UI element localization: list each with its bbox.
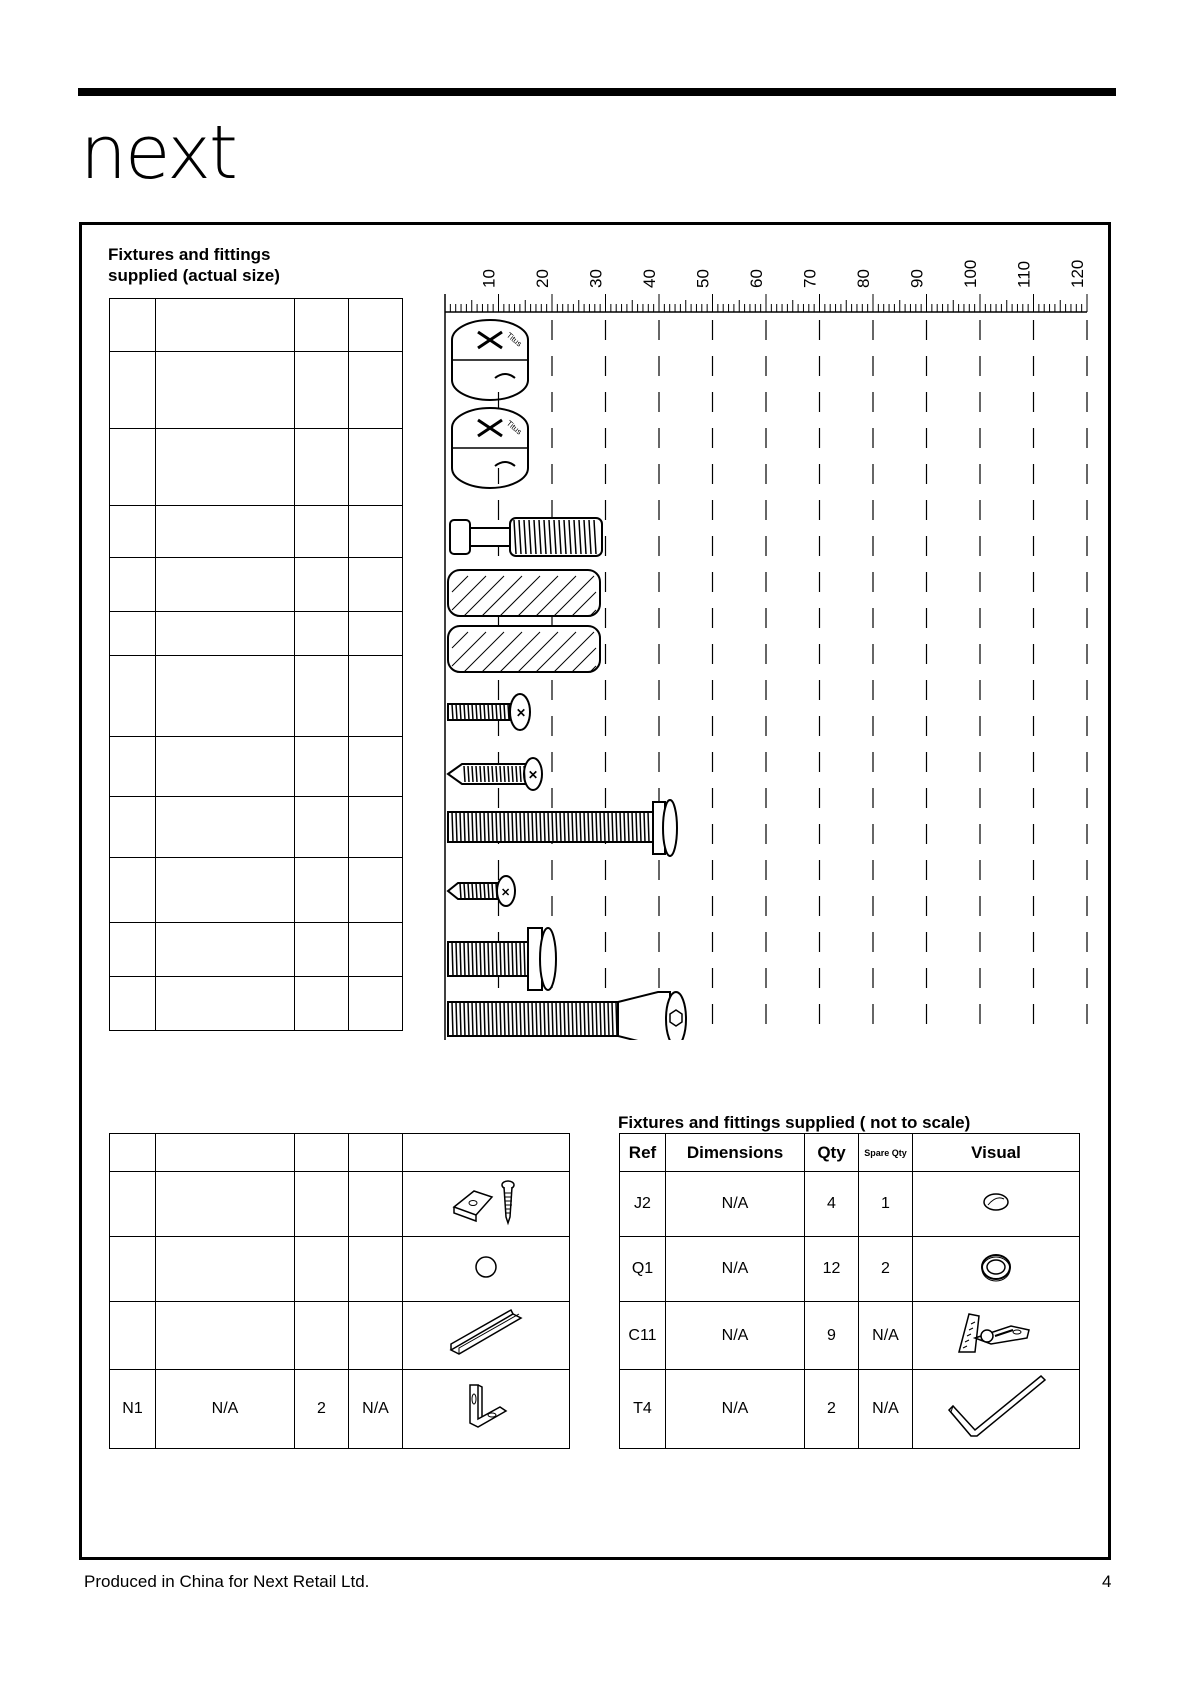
not-to-scale-heading: Fixtures and fittings supplied ( not to scale) bbox=[618, 1113, 971, 1132]
wooden-dowel-icon bbox=[448, 626, 600, 672]
table-cell bbox=[110, 558, 156, 612]
round-cap-icon bbox=[466, 1247, 506, 1287]
oval-cap-icon bbox=[976, 1187, 1016, 1217]
ruler-label: 20 bbox=[533, 269, 552, 288]
table-cell bbox=[295, 352, 349, 429]
table-cell bbox=[349, 858, 403, 923]
qty-cell: 4 bbox=[805, 1172, 859, 1237]
dimensions-cell bbox=[156, 1237, 295, 1302]
brand-logo: next bbox=[80, 110, 236, 196]
qty-header: Qty bbox=[805, 1134, 859, 1172]
table-row bbox=[110, 656, 403, 737]
table-cell bbox=[349, 299, 403, 352]
table-cell bbox=[295, 923, 349, 977]
table-row bbox=[110, 1302, 570, 1370]
visual-cell bbox=[913, 1302, 1080, 1370]
visual-cell bbox=[403, 1172, 570, 1237]
svg-text:✕: ✕ bbox=[528, 768, 539, 782]
table-cell bbox=[110, 737, 156, 797]
hex-head-bolt-icon bbox=[448, 992, 686, 1040]
table-cell bbox=[156, 656, 295, 737]
ref-cell: T4 bbox=[620, 1370, 666, 1449]
table-row bbox=[110, 429, 403, 506]
table-cell bbox=[295, 858, 349, 923]
spare-cell: 2 bbox=[859, 1237, 913, 1302]
ruler-label: 120 bbox=[1068, 259, 1087, 288]
dimensions-cell bbox=[156, 1302, 295, 1370]
table-header-row bbox=[110, 1134, 570, 1172]
table-row bbox=[110, 1370, 570, 1449]
table-cell bbox=[156, 797, 295, 858]
table-row bbox=[620, 1370, 1080, 1449]
table-cell bbox=[295, 977, 349, 1031]
washer-ring-icon bbox=[976, 1249, 1016, 1285]
table-cell bbox=[156, 506, 295, 558]
table-cell bbox=[110, 506, 156, 558]
table-cell bbox=[156, 737, 295, 797]
table-row bbox=[110, 797, 403, 858]
table-cell bbox=[349, 656, 403, 737]
table-cell bbox=[110, 656, 156, 737]
table-header-row bbox=[110, 299, 403, 352]
table-cell bbox=[110, 612, 156, 656]
table-cell bbox=[110, 429, 156, 506]
table-row bbox=[110, 737, 403, 797]
table-cell bbox=[349, 737, 403, 797]
qty-cell: 12 bbox=[805, 1237, 859, 1302]
table-cell bbox=[156, 923, 295, 977]
visual-cell bbox=[913, 1370, 1080, 1449]
table-cell bbox=[110, 977, 156, 1031]
dimensions-cell: N/A bbox=[156, 1370, 295, 1449]
long-connector-bolt-icon bbox=[448, 800, 677, 856]
spare-cell bbox=[349, 1172, 403, 1237]
ruler-label: 110 bbox=[1014, 260, 1034, 288]
svg-text:✕: ✕ bbox=[501, 887, 511, 899]
ruler-label: 80 bbox=[854, 269, 873, 288]
table-header-row bbox=[620, 1134, 1080, 1172]
ruler-label: 90 bbox=[907, 269, 927, 288]
table-cell bbox=[349, 352, 403, 429]
actual-size-heading-line1: Fixtures and fittings bbox=[108, 245, 271, 264]
table-row bbox=[620, 1172, 1080, 1237]
fittings-drawings bbox=[448, 320, 686, 1040]
table-cell bbox=[349, 977, 403, 1031]
spare-cell: 1 bbox=[859, 1172, 913, 1237]
not-to-scale-table bbox=[619, 1133, 1080, 1449]
ruler-label: 60 bbox=[747, 269, 766, 288]
table-row bbox=[110, 858, 403, 923]
table-cell bbox=[295, 558, 349, 612]
visual-cell bbox=[403, 1237, 570, 1302]
table-row bbox=[110, 612, 403, 656]
table-cell bbox=[349, 558, 403, 612]
table-cell bbox=[403, 1134, 570, 1172]
svg-text:✕: ✕ bbox=[516, 706, 527, 720]
table-row bbox=[110, 558, 403, 612]
table-row bbox=[110, 352, 403, 429]
small-screw-icon bbox=[448, 876, 515, 906]
table-cell bbox=[156, 1134, 295, 1172]
table-cell bbox=[349, 429, 403, 506]
table-cell bbox=[110, 858, 156, 923]
table-cell bbox=[295, 656, 349, 737]
ruler-label: 70 bbox=[800, 269, 820, 288]
visual-cell bbox=[403, 1370, 570, 1449]
spare-cell bbox=[349, 1237, 403, 1302]
ref-cell: J2 bbox=[620, 1172, 666, 1237]
hinge-icon bbox=[951, 1308, 1041, 1358]
page-number: 4 bbox=[1102, 1572, 1112, 1591]
visual-cell bbox=[913, 1237, 1080, 1302]
table-row bbox=[620, 1302, 1080, 1370]
table-cell bbox=[295, 737, 349, 797]
table-cell bbox=[295, 299, 349, 352]
dimensions-cell: N/A bbox=[666, 1172, 805, 1237]
table-cell bbox=[156, 299, 295, 352]
table-cell bbox=[295, 797, 349, 858]
table-row bbox=[110, 977, 403, 1031]
table-cell bbox=[349, 506, 403, 558]
short-screw-icon bbox=[448, 694, 530, 730]
actual-size-table bbox=[109, 298, 403, 1031]
ref-cell bbox=[110, 1302, 156, 1370]
qty-cell: 9 bbox=[805, 1302, 859, 1370]
short-connector-bolt-icon bbox=[448, 928, 556, 990]
spare-qty-header: Spare Qty bbox=[859, 1134, 913, 1172]
table-cell bbox=[110, 1134, 156, 1172]
ref-cell: Q1 bbox=[620, 1237, 666, 1302]
ruler-label: 100 bbox=[961, 259, 980, 288]
ref-cell: C11 bbox=[620, 1302, 666, 1370]
qty-cell: 2 bbox=[805, 1370, 859, 1449]
spare-cell: N/A bbox=[349, 1370, 403, 1449]
spare-cell: N/A bbox=[859, 1302, 913, 1370]
table-cell bbox=[295, 1134, 349, 1172]
spare-cell bbox=[349, 1302, 403, 1370]
table-row bbox=[110, 506, 403, 558]
ruler-label: 50 bbox=[693, 269, 713, 288]
actual-size-heading-line2: supplied (actual size) bbox=[108, 266, 280, 285]
table-cell bbox=[156, 429, 295, 506]
table-row bbox=[110, 923, 403, 977]
table-cell bbox=[110, 299, 156, 352]
table-cell bbox=[110, 352, 156, 429]
qty-cell bbox=[295, 1237, 349, 1302]
angle-bracket-icon bbox=[456, 1379, 516, 1435]
table-cell bbox=[349, 1134, 403, 1172]
table-row bbox=[110, 1237, 570, 1302]
table-cell bbox=[110, 923, 156, 977]
table-row bbox=[620, 1237, 1080, 1302]
channel-rail-icon bbox=[441, 1308, 531, 1358]
ruler-label: 30 bbox=[586, 269, 606, 288]
actual-size-ruler-area bbox=[440, 240, 1100, 1040]
table-cell bbox=[295, 506, 349, 558]
table-cell bbox=[156, 558, 295, 612]
table-cell bbox=[156, 352, 295, 429]
dimensions-cell: N/A bbox=[666, 1237, 805, 1302]
ref-cell: N1 bbox=[110, 1370, 156, 1449]
ref-cell bbox=[110, 1172, 156, 1237]
dimensions-cell: N/A bbox=[666, 1302, 805, 1370]
table-cell bbox=[349, 797, 403, 858]
visual-cell bbox=[403, 1302, 570, 1370]
cam-lock-icon bbox=[452, 408, 528, 488]
table-cell bbox=[295, 612, 349, 656]
table-cell bbox=[156, 858, 295, 923]
ref-cell bbox=[110, 1237, 156, 1302]
bracket-and-screw-icon bbox=[446, 1177, 526, 1227]
ruler-label: 10 bbox=[479, 269, 499, 288]
produced-by-text: Produced in China for Next Retail Ltd. bbox=[84, 1572, 370, 1591]
table-cell bbox=[295, 429, 349, 506]
table-cell bbox=[349, 923, 403, 977]
wooden-dowel-icon bbox=[448, 570, 600, 616]
table-cell bbox=[156, 977, 295, 1031]
table-row bbox=[110, 1172, 570, 1237]
table-cell bbox=[110, 797, 156, 858]
ruler-label: 40 bbox=[640, 269, 659, 288]
visual-cell bbox=[913, 1172, 1080, 1237]
dimensions-cell: N/A bbox=[666, 1370, 805, 1449]
svg-text:Titus: Titus bbox=[504, 330, 524, 349]
cam-lock-icon bbox=[452, 320, 528, 400]
spare-cell: N/A bbox=[859, 1370, 913, 1449]
pointed-screw-icon bbox=[448, 758, 542, 790]
dimensions-header: Dimensions bbox=[666, 1134, 805, 1172]
allen-key-icon bbox=[941, 1372, 1051, 1442]
dimensions-cell bbox=[156, 1172, 295, 1237]
lower-left-table bbox=[109, 1133, 570, 1449]
table-cell bbox=[156, 612, 295, 656]
table-cell bbox=[349, 612, 403, 656]
top-rule bbox=[78, 88, 1116, 96]
qty-cell bbox=[295, 1302, 349, 1370]
svg-text:Titus: Titus bbox=[504, 418, 524, 437]
ref-header: Ref bbox=[620, 1134, 666, 1172]
actual-size-heading bbox=[108, 244, 280, 286]
visual-header: Visual bbox=[913, 1134, 1080, 1172]
qty-cell: 2 bbox=[295, 1370, 349, 1449]
cam-dowel-bolt-icon bbox=[450, 518, 602, 556]
qty-cell bbox=[295, 1172, 349, 1237]
